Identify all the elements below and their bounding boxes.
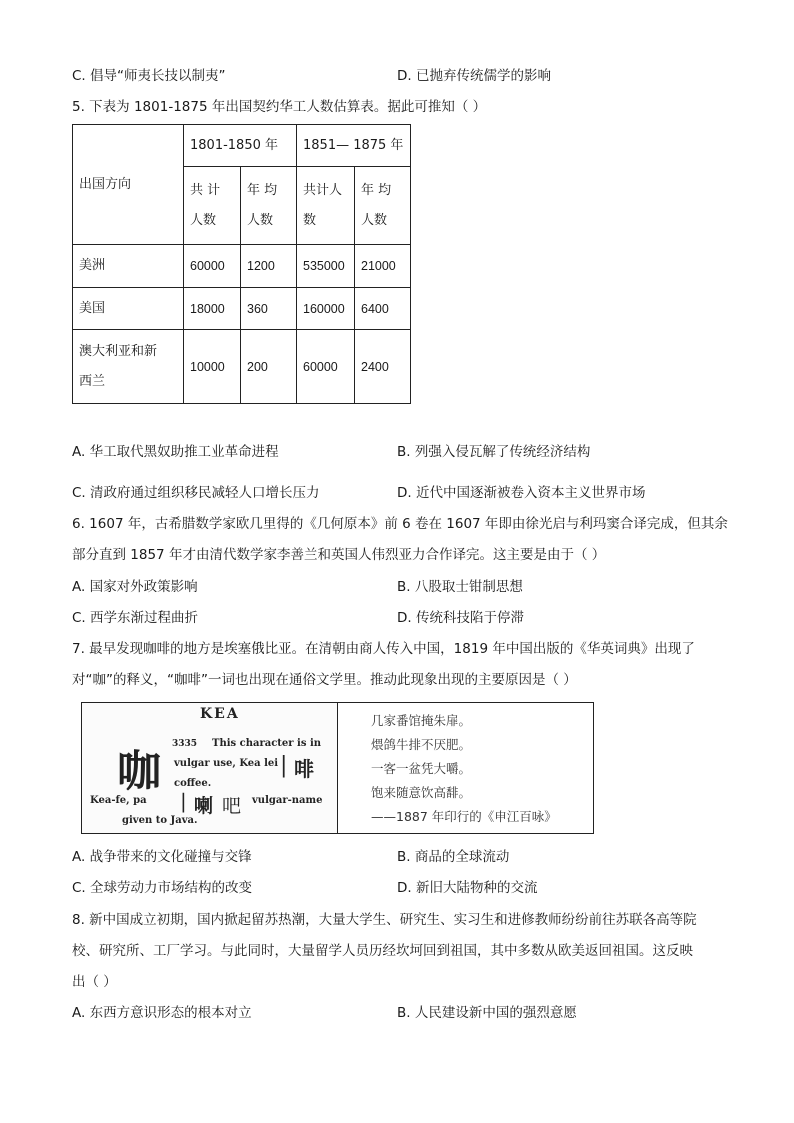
cell-total-2: 60000 — [297, 330, 355, 404]
q6-option-c: C. 西学东渐过程曲折 — [72, 610, 199, 626]
row-region: 美国 — [73, 288, 184, 330]
header-period-1: 1801-1850 年 — [184, 125, 297, 167]
q8-stem-line-3: 出（ ） — [72, 974, 117, 990]
dict-char-fei: 啡 — [294, 757, 314, 781]
table-row — [73, 288, 411, 330]
q8-option-b: B. 人民建设新中国的强烈意愿 — [397, 1005, 577, 1021]
q5-option-c: C. 清政府通过组织移民减轻人口增长压力 — [72, 485, 320, 501]
cell-avg-1: 1200 — [241, 245, 297, 288]
header-period-2: 1851— 1875 年 — [297, 125, 411, 167]
q5-option-a: A. 华工取代黑奴助推工业革命进程 — [72, 444, 279, 460]
q7-option-c: C. 全球劳动力市场结构的改变 — [72, 880, 253, 896]
dict-big-char: 咖 — [117, 746, 161, 797]
dict-char-ka2: 喇 — [194, 795, 214, 817]
poem-source: ——1887 年印行的《申江百咏》 — [371, 809, 557, 824]
cell-avg-2: 21000 — [355, 245, 411, 288]
q5-option-b: B. 列强入侵瓦解了传统经济结构 — [397, 444, 591, 460]
poem-line-2: 煨鸽牛排不厌肥。 — [371, 737, 472, 752]
q5-stem: 5. 下表为 1801-1875 年出国契约华工人数估算表。据此可推知（ ） — [72, 99, 487, 115]
q4-option-d: D. 已抛弃传统儒学的影响 — [397, 68, 551, 84]
q7-option-d: D. 新旧大陆物种的交流 — [397, 880, 538, 896]
dict-stroke-2: | — [180, 789, 187, 813]
header-avg-2: 年 均 人数 — [355, 167, 411, 245]
q7-option-a: A. 战争带来的文化碰撞与交锋 — [72, 849, 252, 865]
cell-total-2: 160000 — [297, 288, 355, 330]
q6-option-a: A. 国家对外政策影响 — [72, 579, 198, 595]
q8-stem-line-1: 8. 新中国成立初期，国内掀起留苏热潮，大量大学生、研究生、实习生和进修教师纷纷前往苏联各高等院 — [72, 912, 697, 928]
poem-line-3: 一客一盆凭大嚼。 — [371, 761, 472, 776]
header-direction: 出国方向 — [73, 125, 184, 245]
table-row — [73, 245, 411, 288]
dict-number: 3335 — [172, 739, 198, 749]
dict-char-ba: 吧 — [222, 795, 242, 817]
poem-line-4: 饱来随意饮高馡。 — [371, 785, 472, 800]
dict-header: KEA — [200, 706, 240, 722]
row-region: 美洲 — [73, 245, 184, 288]
header-avg-1: 年 均 人数 — [241, 167, 297, 245]
coffee-source-figure — [81, 702, 594, 834]
q6-stem-line-2: 部分直到 1857 年才由清代数学家李善兰和英国人伟烈亚力合作译完。这主要是由于（ ） — [72, 547, 606, 563]
cell-total-1: 60000 — [184, 245, 241, 288]
q7-option-b: B. 商品的全球流动 — [397, 849, 510, 865]
q8-stem-line-2: 校、研究所、工厂学习。与此同时，大量留学人员历经坎坷回到祖国，其中多数从欧美返回祖国。这反映 — [72, 943, 693, 959]
dictionary-scan — [82, 703, 338, 833]
cell-avg-2: 2400 — [355, 330, 411, 404]
row-region: 澳大利亚和新 西兰 — [73, 330, 184, 404]
cell-avg-1: 360 — [241, 288, 297, 330]
q8-option-a: A. 东西方意识形态的根本对立 — [72, 1005, 252, 1021]
cell-avg-2: 6400 — [355, 288, 411, 330]
q5-option-d: D. 近代中国逐渐被卷入资本主义世界市场 — [397, 485, 646, 501]
q7-stem-line-2: 对“咖”的释义，“咖啡”一词也出现在通俗文学里。推动此现象出现的主要原因是（ ） — [72, 672, 577, 688]
header-total-2: 共计人 数 — [297, 167, 355, 245]
cell-total-1: 10000 — [184, 330, 241, 404]
header-total-1: 共 计 人数 — [184, 167, 241, 245]
q4-option-c: C. 倡导“师夷长技以制夷” — [72, 68, 226, 84]
cell-total-2: 535000 — [297, 245, 355, 288]
table-row — [73, 330, 411, 404]
dict-line-4: Kea-fe, pa — [90, 795, 147, 806]
dict-line-1: This character is in — [212, 738, 322, 749]
dict-line-3: coffee. — [174, 778, 212, 789]
q6-stem-line-1: 6. 1607 年，古希腊数学家欧几里得的《几何原本》前 6 卷在 1607 年即由徐光启与利玛窦合译完成，但其余 — [72, 516, 728, 532]
cell-total-1: 18000 — [184, 288, 241, 330]
q6-option-d: D. 传统科技陷于停滞 — [397, 610, 524, 626]
poem-line-1: 几家番馆掩朱扉。 — [371, 713, 472, 728]
dict-line-6: given to Java. — [122, 815, 198, 826]
q6-option-b: B. 八股取士钳制思想 — [397, 579, 523, 595]
dict-line-5: vulgar-name — [252, 795, 323, 806]
q7-stem-line-1: 7. 最早发现咖啡的地方是埃塞俄比亚。在清朝由商人传入中国，1819 年中国出版的《华英词典》出现了 — [72, 641, 695, 657]
labor-estimate-table — [72, 124, 411, 404]
dict-line-2: vulgar use, Kea lei — [174, 758, 279, 769]
dict-stroke: | — [280, 753, 288, 778]
poem-panel — [339, 703, 593, 833]
cell-avg-1: 200 — [241, 330, 297, 404]
